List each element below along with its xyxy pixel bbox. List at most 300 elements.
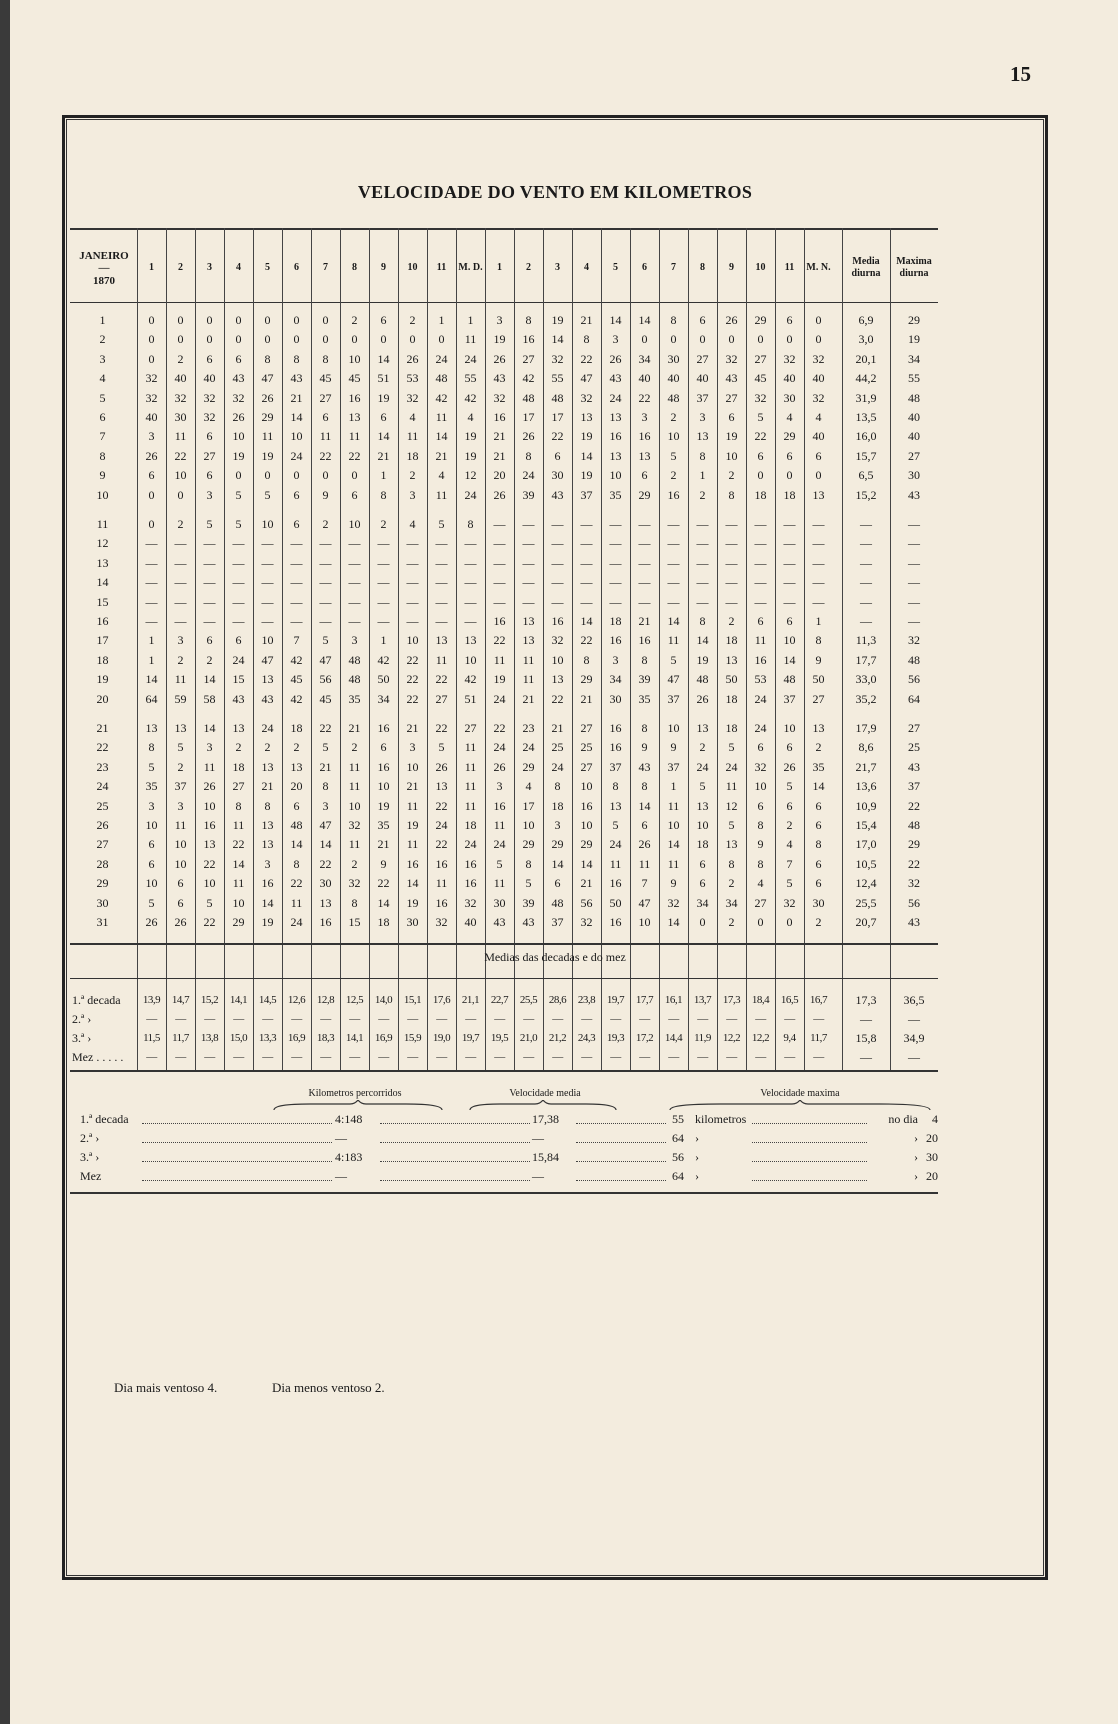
table-cell: 24 [435,818,448,832]
table-cell: — [406,594,419,609]
table-cell: 9 [380,856,387,871]
table-cell: 32 [754,390,767,405]
table-cell: 37 [783,691,796,706]
table-cell: — [754,555,767,570]
table-cell: 29 [580,672,593,687]
table-cell: 30 [812,895,825,910]
table-cell: 16 [754,652,767,667]
table-cell: 43 [493,915,506,929]
media-diurna-cell: 13,6 [855,779,877,794]
summary-maxima-value: 64 [672,1131,684,1145]
table-cell: 0 [235,468,242,483]
medias-cell: 22,7 [490,994,509,1006]
table-cell: — [464,594,477,609]
medias-cell: — [291,1013,302,1025]
medias-cell: — [378,1051,389,1063]
maxima-diurna-cell: 48 [908,652,920,667]
table-cell: 11 [464,740,477,755]
table-cell: 48 [667,390,680,405]
table-cell: 32 [464,895,477,910]
table-cell: 0 [786,915,793,929]
table-cell: 30 [406,915,419,929]
media-diurna-cell: — [860,555,872,570]
table-cell: — [290,536,303,551]
table-cell: 11 [464,798,477,813]
table-cell: 37 [580,487,593,502]
header-bottom-rule [70,302,938,303]
row-day-number: 3 [99,351,106,366]
table-cell: 5 [235,517,242,531]
table-cell: 21 [435,448,448,463]
summary-media-value: — [532,1169,544,1183]
table-cell: 11 [348,837,361,852]
table-cell: 21 [580,313,593,327]
table-cell: 40 [812,371,825,386]
table-cell: 22 [551,429,564,444]
table-cell: 0 [409,332,416,347]
table-cell: 16 [551,614,564,628]
table-cell: 13 [609,448,622,463]
table-cell: — [174,555,187,570]
table-cell: — [812,575,825,590]
table-cell: 19 [696,652,709,667]
medias-cell: — [436,1051,447,1063]
table-cell: 0 [322,332,329,347]
table-cell: 19 [406,818,419,832]
media-diurna-cell: — [860,517,872,531]
medias-cell: 16,7 [809,994,828,1006]
row-day-number: 22 [96,740,109,755]
table-cell: 3 [612,332,619,347]
table-cell: 6 [235,633,242,648]
table-cell: — [290,594,303,609]
table-cell: 8 [525,856,532,871]
table-cell: 1 [815,614,822,628]
table-cell: 51 [464,691,477,706]
table-cell: 32 [754,759,767,774]
table-cell: 20 [290,779,303,794]
table-cell: 43 [725,371,738,386]
table-cell: 13 [725,652,738,667]
table-cell: 11 [522,672,535,687]
medias-cell: 11,7 [810,1032,827,1044]
maxima-diurna-cell: 29 [908,313,920,327]
medias-cell: 19,5 [490,1032,509,1044]
table-cell: 4 [757,876,764,891]
table-cell: 22 [493,721,506,735]
table-cell: 5 [525,876,532,891]
table-cell: 15 [232,672,245,687]
table-cell: 4 [409,410,416,424]
table-cell: 29 [232,915,245,929]
table-cell: 11 [232,818,245,832]
table-cell: 29 [522,837,535,852]
table-cell: 10 [464,652,477,667]
table-cell: 11 [348,429,361,444]
table-cell: 55 [551,371,564,386]
table-cell: 10 [783,721,796,735]
table-cell: — [435,536,448,551]
table-cell: 24 [493,740,506,755]
table-cell: 2 [409,468,416,483]
table-cell: 11 [348,779,361,794]
table-cell: 13 [319,895,332,910]
maxima-diurna-cell: — [908,575,920,590]
table-cell: 64 [145,691,158,706]
maxima-diurna-cell: — [908,614,920,628]
table-cell: 8 [757,818,764,832]
media-diurna-cell: 3,0 [858,332,874,347]
table-cell: 6 [351,487,358,502]
table-cell: 2 [293,740,300,755]
table-cell: — [232,555,245,570]
table-cell: 21 [348,721,361,735]
table-cell: 23 [522,721,535,735]
table-cell: 8 [525,448,532,463]
table-cell: — [493,594,506,609]
table-cell: 8 [293,351,300,366]
table-cell: — [638,536,651,551]
table-cell: 13 [145,721,158,735]
row-day-number: 25 [96,798,109,813]
table-cell: 21 [551,721,564,735]
table-cell: 21 [406,779,419,794]
table-cell: — [261,536,274,551]
table-cell: 18 [406,448,419,463]
table-cell: 10 [174,468,187,483]
table-cell: — [754,536,767,551]
maxima-diurna-cell: 48 [908,390,920,405]
table-cell: 6 [815,856,822,871]
table-cell: 13 [464,633,477,648]
table-cell: 58 [203,691,216,706]
table-cell: — [638,575,651,590]
table-cell: 10 [232,895,245,910]
media-diurna-cell: 20,1 [855,351,877,366]
table-cell: 26 [203,779,216,794]
table-cell: 26 [609,351,622,366]
hour-header-night: 3 [555,262,560,273]
table-cell: 24 [754,691,767,706]
table-cell: 5 [699,779,706,794]
summary-row-label: 2.ª › [80,1131,100,1145]
table-cell: 16 [464,856,477,871]
table-cell: 11 [435,876,448,891]
maxima-diurna-cell: — [908,555,920,570]
table-cell: 10 [667,721,680,735]
hour-header-day: 8 [352,262,357,273]
table-cell: 3 [699,410,706,424]
medias-cell: — [262,1013,273,1025]
table-cell: 35 [609,487,622,502]
table-cell: 10 [203,876,216,891]
table-cell: 0 [206,313,213,327]
hour-header-night: 6 [642,262,647,273]
table-cell: — [783,575,796,590]
table-cell: 2 [670,410,677,424]
table-cell: 30 [609,691,622,706]
medias-cell: 19,3 [606,1032,625,1044]
table-cell: 39 [522,895,535,910]
table-cell: 48 [696,672,709,687]
table-cell: — [348,555,361,570]
table-cell: — [348,594,361,609]
table-cell: 43 [493,371,506,386]
table-cell: 47 [319,652,332,667]
table-cell: — [783,594,796,609]
table-cell: 14 [667,915,680,929]
table-cell: 10 [667,818,680,832]
media-diurna-header-line1: Media [852,256,880,267]
table-cell: 22 [319,448,332,463]
table-cell: — [406,614,419,628]
dot-leader [752,1161,867,1162]
table-cell: 22 [232,837,245,852]
table-cell: 14 [580,614,593,628]
row-day-number: 16 [96,614,109,628]
table-cell: 19 [406,895,419,910]
table-cell: — [812,555,825,570]
table-cell: 10 [203,798,216,813]
table-cell: 40 [667,371,680,386]
dia-mais-ventoso: Dia mais ventoso 4. [114,1380,218,1395]
table-cell: 8 [525,313,532,327]
table-cell: 3 [409,487,416,502]
table-cell: 26 [174,915,187,929]
table-cell: 11 [406,837,419,852]
table-cell: 10 [261,517,274,531]
table-cell: — [667,594,680,609]
table-cell: 2 [177,652,184,667]
table-cell: 0 [641,332,648,347]
table-cell: 47 [319,818,332,832]
table-cell: 40 [783,371,796,386]
table-cell: — [812,594,825,609]
table-cell: 24 [464,487,477,502]
table-cell: — [812,536,825,551]
table-cell: 26 [232,410,245,424]
table-cell: 24 [493,837,506,852]
table-cell: 14 [812,779,825,794]
table-cell: 42 [464,672,477,687]
medias-cell: 12,2 [751,1032,770,1044]
table-cell: 2 [177,759,184,774]
table-cell: 26 [145,448,158,463]
table-cell: 13 [725,837,738,852]
table-cell: 1 [438,313,445,327]
hour-header-night: 9 [729,262,734,273]
table-cell: — [203,575,216,590]
dot-leader [142,1180,332,1181]
table-cell: — [609,536,622,551]
row-day-number: 18 [96,652,109,667]
dot-leader [576,1161,666,1162]
summary-km-value: — [335,1131,347,1145]
table-cell: 43 [638,759,651,774]
table-cell: 2 [235,740,242,755]
table-cell: 10 [290,429,303,444]
media-diurna-cell: 25,5 [855,895,877,910]
table-cell: 9 [757,837,764,852]
medias-row-label: 1.ª decada [72,993,121,1007]
table-cell: 6 [235,351,242,366]
media-diurna-cell: 6,9 [858,313,874,327]
hour-header-night: 11 [784,262,795,273]
table-cell: 6 [293,487,300,502]
media-diurna-header-line2: diurna [851,268,881,279]
table-cell: 19 [580,468,593,483]
table-cell: 8 [757,856,764,871]
table-cell: 16 [493,410,506,424]
row-day-number: 23 [96,759,109,774]
table-cell: 9 [641,740,648,755]
table-cell: 25 [580,740,593,755]
table-cell: 11 [638,856,651,871]
table-cell: 2 [322,517,329,531]
row-day-number: 13 [96,555,109,570]
table-cell: 16 [435,895,448,910]
table-cell: 8 [322,351,329,366]
table-cell: 27 [580,759,593,774]
table-cell: 22 [290,876,303,891]
table-cell: 24 [464,837,477,852]
table-cell: 32 [493,390,506,405]
table-cell: 0 [177,313,184,327]
table-cell: 16 [319,915,332,929]
table-cell: 13 [812,487,825,502]
table-cell: 0 [293,332,300,347]
summary-dia-value: 30 [926,1150,938,1164]
table-cell: 0 [322,313,329,327]
media-diurna-cell: 10,9 [855,798,877,813]
table-cell: 6 [177,895,184,910]
medias-cell: 14,1 [229,994,248,1006]
row-day-number: 30 [96,895,109,910]
table-cell: — [609,594,622,609]
table-cell: 30 [319,876,332,891]
hour-header-day: 6 [294,262,299,273]
medias-cell: — [233,1051,244,1063]
table-cell: 18 [754,487,767,502]
table-cell: 13 [522,614,535,628]
table-cell: 35 [377,818,390,832]
table-cell: 13 [261,759,274,774]
table-cell: 8 [583,652,590,667]
table-cell: 37 [609,759,622,774]
table-cell: 22 [435,837,448,852]
table-cell: 13 [261,837,274,852]
table-cell: 5 [206,517,213,531]
table-cell: 8 [148,740,155,755]
table-cell: 5 [438,517,445,531]
table-cell: — [406,536,419,551]
table-cell: — [580,575,593,590]
table-cell: 11 [754,633,767,648]
table-cell: 22 [435,721,448,735]
table-cell: — [377,614,390,628]
table-cell: 0 [148,351,155,366]
table-cell: 32 [145,371,158,386]
table-cell: 18 [232,759,245,774]
table-cell: 0 [438,332,445,347]
table-cell: 6 [786,798,793,813]
row-day-number: 1 [99,313,106,327]
table-cell: 16 [377,721,390,735]
maxima-diurna-cell: 32 [908,876,920,891]
table-cell: — [232,575,245,590]
table-cell: 16 [377,759,390,774]
table-cell: 42 [290,691,303,706]
table-cell: 14 [232,856,245,871]
table-cell: 37 [667,691,680,706]
table-cell: 39 [522,487,535,502]
table-cell: 3 [322,798,329,813]
table-cell: 26 [638,837,651,852]
table-cell: 40 [145,410,158,424]
medias-media-cell: — [860,1012,872,1026]
table-cell: 8 [554,779,561,794]
table-cell: 43 [522,915,535,929]
table-cell: 24 [725,759,738,774]
table-cell: 32 [551,351,564,366]
table-cell: 40 [174,371,187,386]
row-day-number: 26 [96,818,109,832]
table-cell: 56 [319,672,332,687]
medias-cell: 12,8 [316,994,335,1006]
row-day-number: 14 [96,575,109,590]
medias-row-label: 3.ª › [72,1031,92,1045]
table-cell: 6 [757,740,764,755]
table-cell: 0 [264,313,271,327]
table-cell: 13 [522,633,535,648]
table-cell: 10 [261,633,274,648]
table-cell: 37 [551,915,564,929]
table-cell: — [203,594,216,609]
table-cell: 8 [670,313,677,327]
table-cell: 16 [348,390,361,405]
table-cell: — [667,555,680,570]
table-cell: 42 [522,371,535,386]
table-cell: 0 [293,313,300,327]
dot-leader [576,1123,666,1124]
table-cell: 5 [438,740,445,755]
table-cell: 14 [290,410,303,424]
medias-cell: — [784,1051,795,1063]
table-cell: 35 [145,779,158,794]
table-cell: 21 [493,448,506,463]
table-cell: 16 [609,876,622,891]
table-cell: 5 [264,487,271,502]
hour-header-day: 11 [436,262,447,273]
summary-dia-value: 20 [926,1131,938,1145]
table-cell: 0 [148,313,155,327]
table-cell: — [145,614,158,628]
table-cell: 32 [580,390,593,405]
medias-cell: 12,6 [287,994,306,1006]
table-cell: 0 [148,332,155,347]
table-cell: 2 [206,652,213,667]
table-cell: 14 [145,672,158,687]
table-cell: 29 [783,429,796,444]
table-cell: 0 [177,332,184,347]
table-cell: — [725,575,738,590]
table-cell: 59 [174,691,187,706]
table-cell: 4 [815,410,822,424]
table-cell: 2 [728,876,735,891]
month-label: JANEIRO [79,250,129,262]
maxima-diurna-cell: 56 [908,672,920,687]
table-cell: 42 [377,652,390,667]
